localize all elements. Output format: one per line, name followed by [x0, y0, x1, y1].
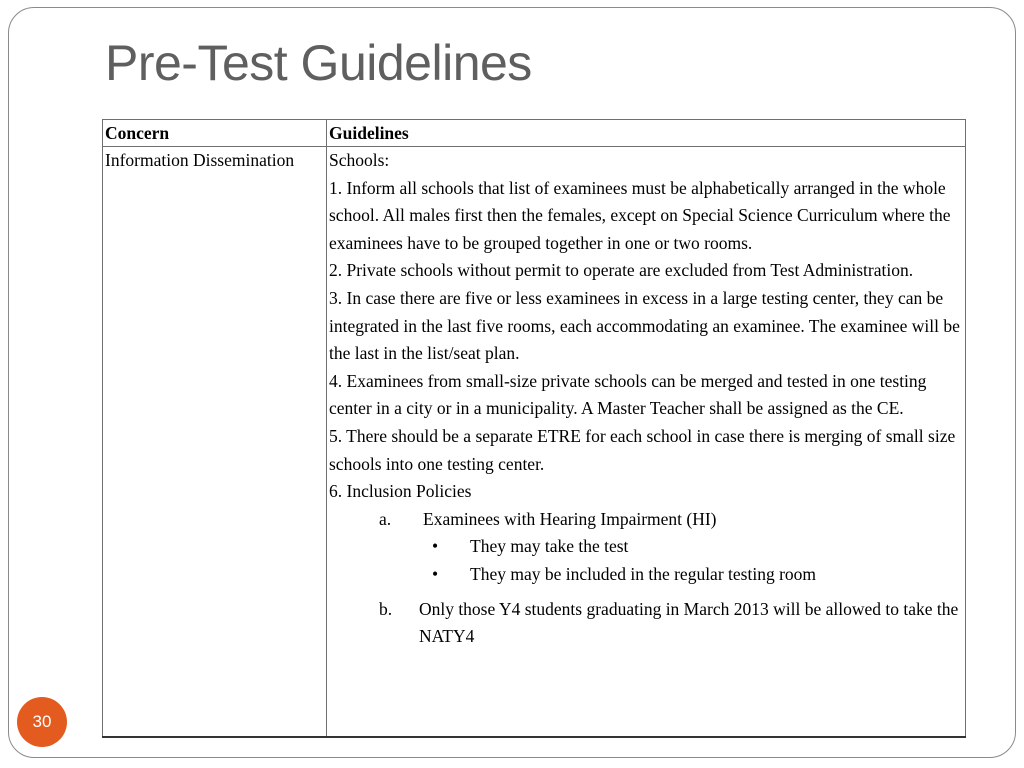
guideline-item-5: 5. There should be a separate ETRE for each school in case there is merging of small size schools into one testing center. — [329, 425, 956, 474]
bullet-icon: • — [432, 536, 439, 557]
header-concern: Concern — [103, 120, 327, 147]
guideline-item-3: 3. In case there are five or less examinees in excess in a large testing center, they can be integrated in the last five rooms, each accommodating an examinee. The examinee will be the last in the list/seat plan. — [329, 287, 960, 364]
bullet-item-2 — [329, 561, 963, 589]
bullet-item-1 — [329, 533, 963, 561]
page-number: 30 — [32, 712, 52, 731]
guidelines-intro: Schools: — [329, 150, 390, 170]
guideline-item-2: 2. Private schools without permit to operate are excluded from Test Administration. — [329, 260, 914, 281]
table-row — [103, 147, 966, 738]
bullet-text-1: They may take the test — [470, 536, 629, 557]
sub-item-b-marker: b. — [379, 598, 393, 619]
page-number-badge — [17, 697, 67, 747]
guideline-item-1: 1. Inform all schools that list of examinees must be alphabetically arranged in the whole school. All males first then the females, except on Special Science Curriculum where the examinees have to be grouped together in one or two rooms. — [329, 177, 951, 253]
sub-item-a-marker: a. — [379, 508, 392, 529]
table-header-row — [103, 120, 966, 147]
header-guidelines: Guidelines — [327, 120, 966, 147]
concern-cell: Information Dissemination — [103, 147, 327, 738]
sub-item-b — [329, 596, 963, 651]
bullet-text-2: They may be included in the regular testing room — [470, 563, 817, 584]
sub-item-a-text: Examinees with Hearing Impairment (HI) — [423, 508, 717, 529]
bullet-icon: • — [432, 563, 439, 584]
sub-item-b-text: Only those Y4 students graduating in March 2013 will be allowed to take the NATY4 — [418, 598, 959, 647]
slide-title: Pre-Test Guidelines — [105, 35, 532, 91]
guideline-item-4: 4. Examinees from small-size private schools can be merged and tested in one testing center in a city or in a municipality. A Master Teacher shall be assigned as the CE. — [329, 370, 927, 419]
guidelines-table — [102, 119, 966, 738]
sub-item-a — [329, 506, 963, 534]
guidelines-cell — [327, 147, 966, 738]
guideline-item-6: 6. Inclusion Policies — [329, 481, 472, 502]
